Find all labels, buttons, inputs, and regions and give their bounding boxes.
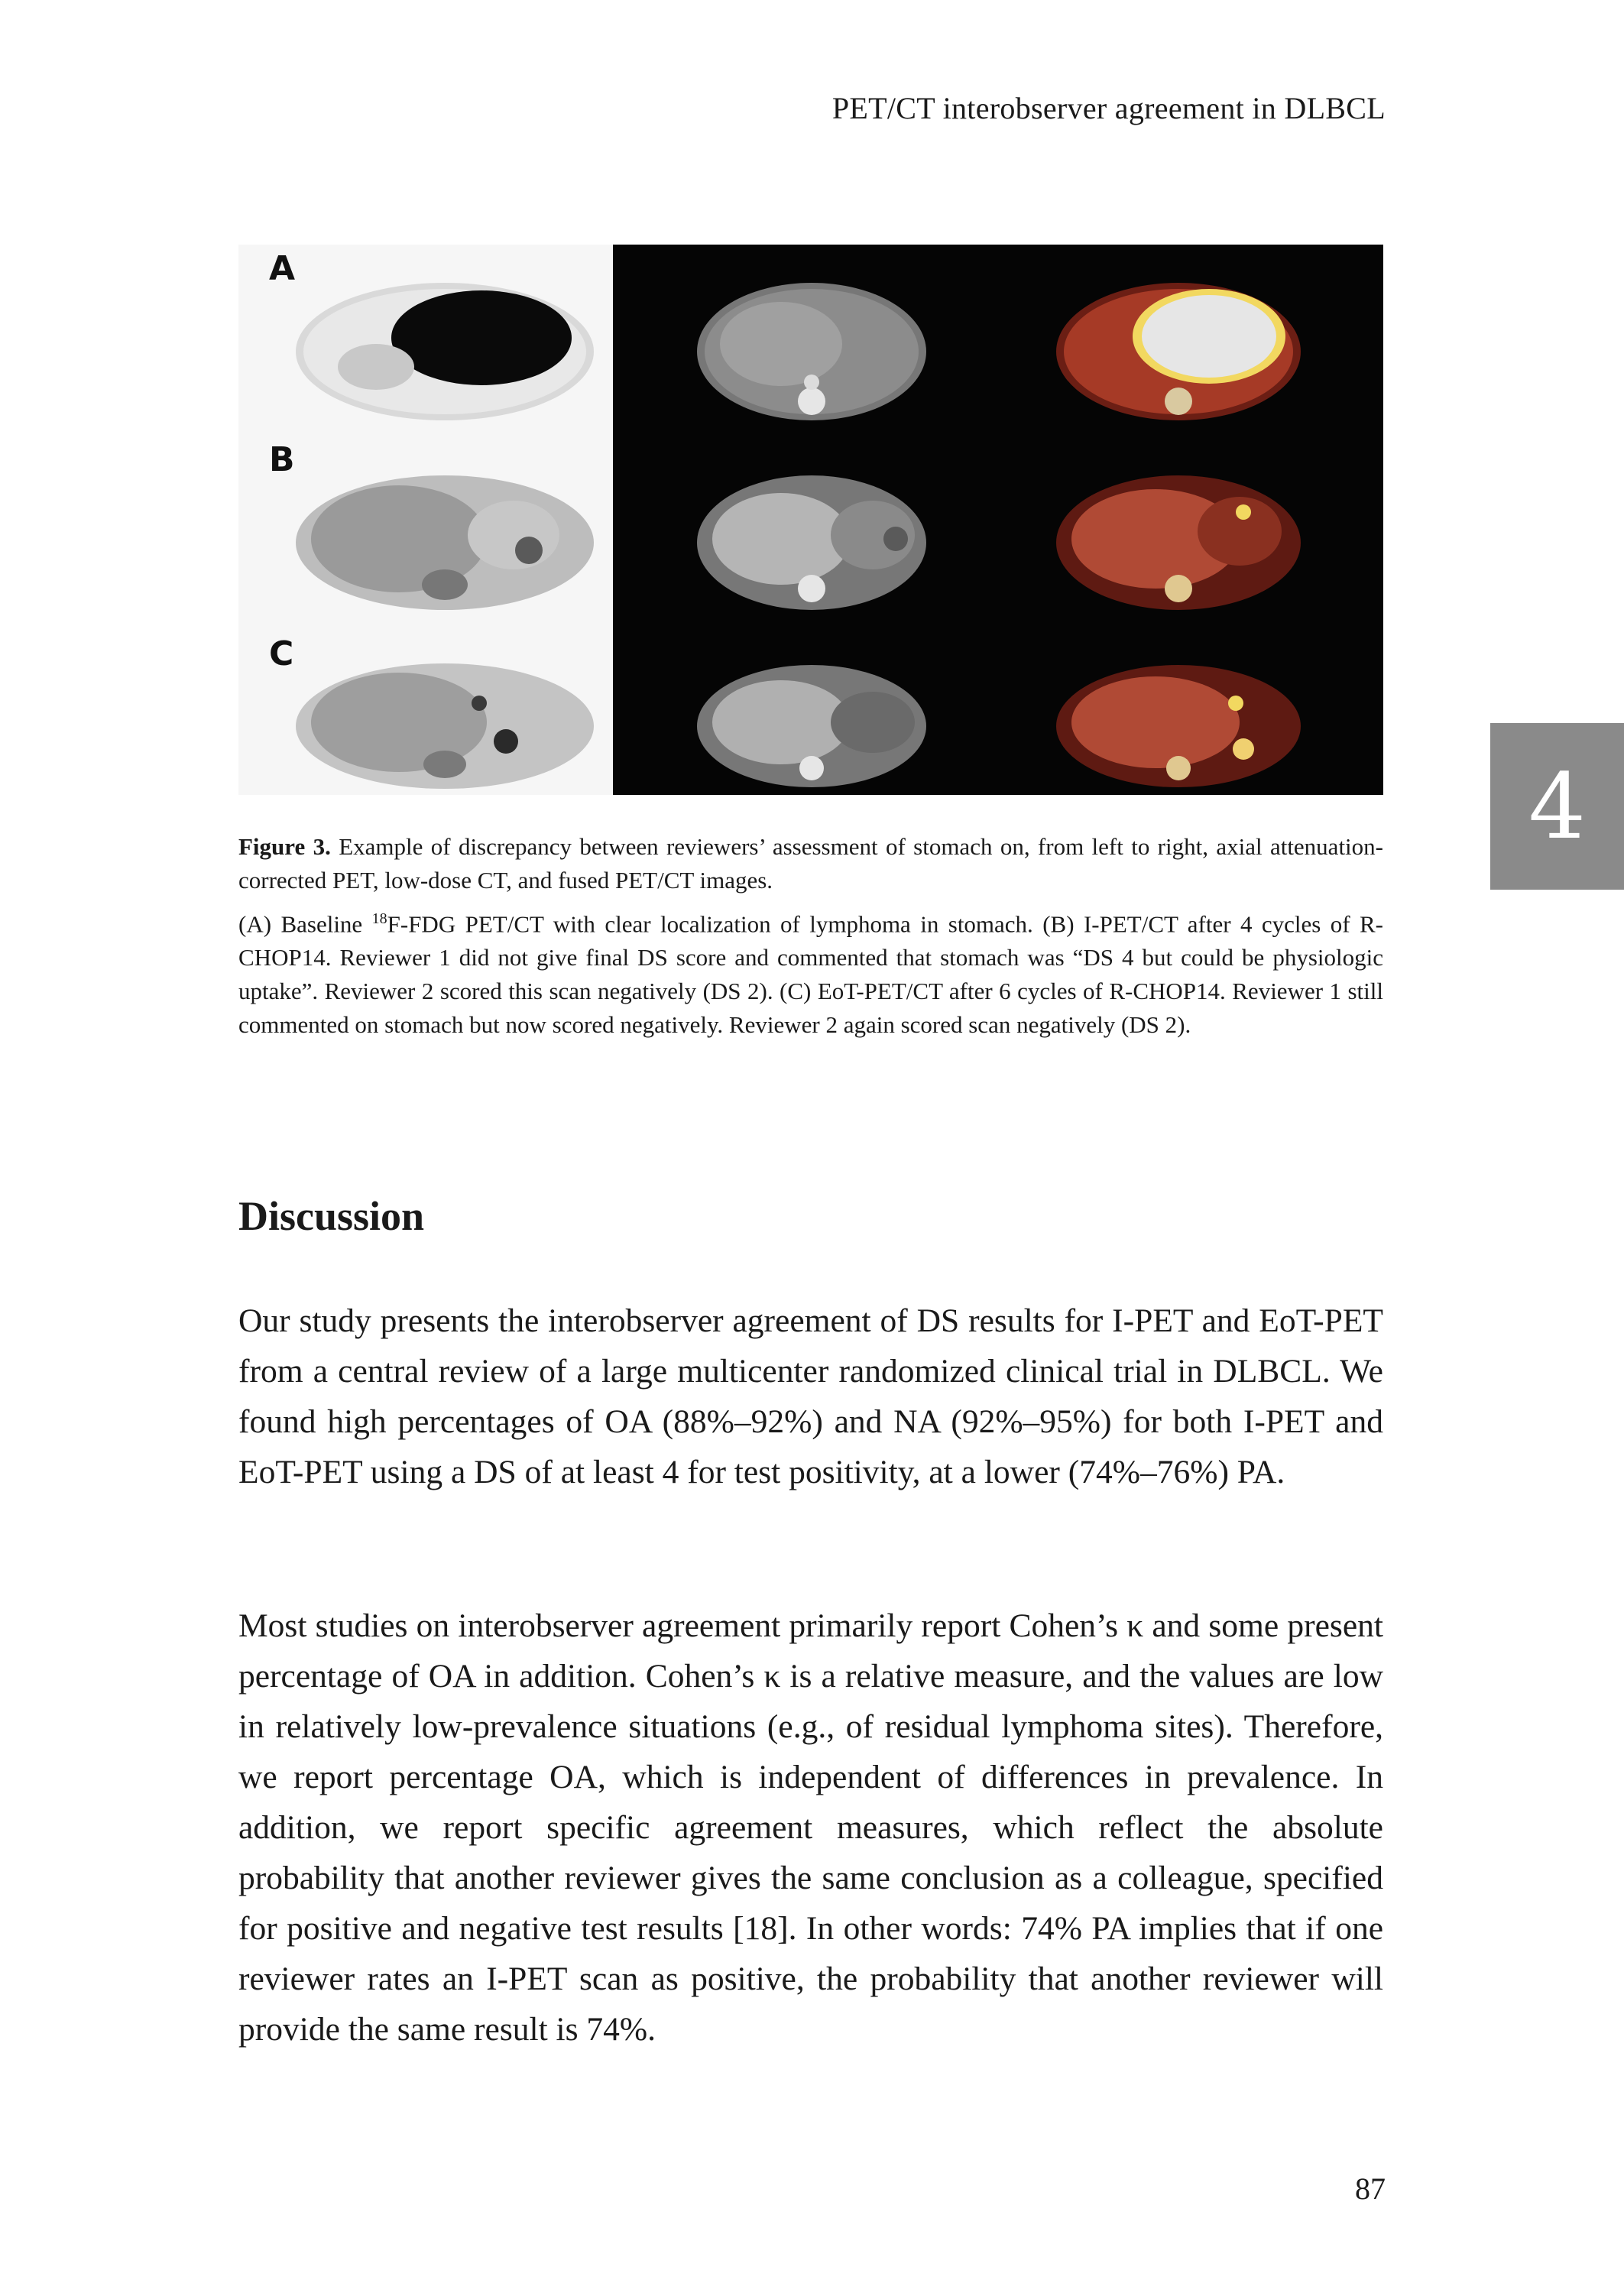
fused-scan-a [1049,275,1308,428]
ct-and-fused-columns [613,245,1383,795]
paragraph-2: Most studies on interobserver agreement primarily report Cohen’s κ and some present percentage of OA in addition. Cohen’s κ is a relative measure, and the values are low in relatively low-prevalence situations (e.g., of residual lymphoma sites). Therefore, we report percentage OA, which is independent of differences in prevalence. In addition, we report specific agreement measures, which reflect the absolute probability that another reviewer gives the same conclusion as a colleague, specified for positive and negative test results [18]. In other words: 74% PA implies that if one reviewer rates an I-PET scan as positive, the probability that another reviewer will provide the same result is 74%. [238,1607,1383,2048]
caption-text-1: Example of discrepancy between reviewers’ assessment of stomach on, from left to right, axial attenuation-corrected PET, low-dose CT, and fused PET/CT images. [238,833,1383,894]
panel-label-b: B [269,440,295,479]
panel-label-c: C [269,634,294,673]
pet-column [238,245,613,795]
pet-scan-c [284,657,605,795]
page-number: 87 [1355,2171,1386,2206]
caption-line-2 [238,902,1383,1042]
caption-text-2-pre: (A) Baseline [238,910,363,938]
panel-label-a: A [269,249,296,288]
pet-scan-b [284,466,605,619]
figure-3-scan-panel [238,245,1383,795]
caption-label: Figure 3. [238,833,331,860]
caption-superscript: 18 [371,910,387,927]
caption-line-1 [238,830,1383,897]
fused-scan-b [1049,466,1308,619]
paragraph-1: Our study presents the interobserver agreement of DS results for I-PET and EoT-PET from a central review of a large multicenter randomized clinical trial in DLBCL. We found high percentages of OA (88%–92%) and NA (92%–95%) for both I-PET and EoT-PET using a DS of at least 4 for test positivity, at a lower (74%–76%) PA. [238,1302,1383,1490]
section-heading: Discussion [238,1193,425,1239]
fused-scan-c [1049,657,1308,795]
pet-scan-a [284,275,605,428]
ct-scan-c [689,657,934,795]
caption-text-2-post: F-FDG PET/CT with clear localization of lymphoma in stomach. (B) I-PET/CT after 4 cycles of R-CHOP14. Reviewer 1 did not give final DS score and commented that stomach was “DS 4 but could be physiologic uptake”. Reviewer 2 scored this scan negatively (DS 2). (C) EoT-PET/CT after 6 cycles of R-CHOP14. Reviewer 1 still commented on stomach but now scored negatively. Reviewer 2 again scored scan negatively (DS 2). [238,910,1384,1039]
chapter-tab: 4 [1490,723,1624,890]
figure-caption [238,830,1383,1046]
ct-scan-b [689,466,934,619]
running-header: PET/CT interobserver agreement in DLBCL [831,91,1386,125]
ct-scan-a [689,275,934,428]
